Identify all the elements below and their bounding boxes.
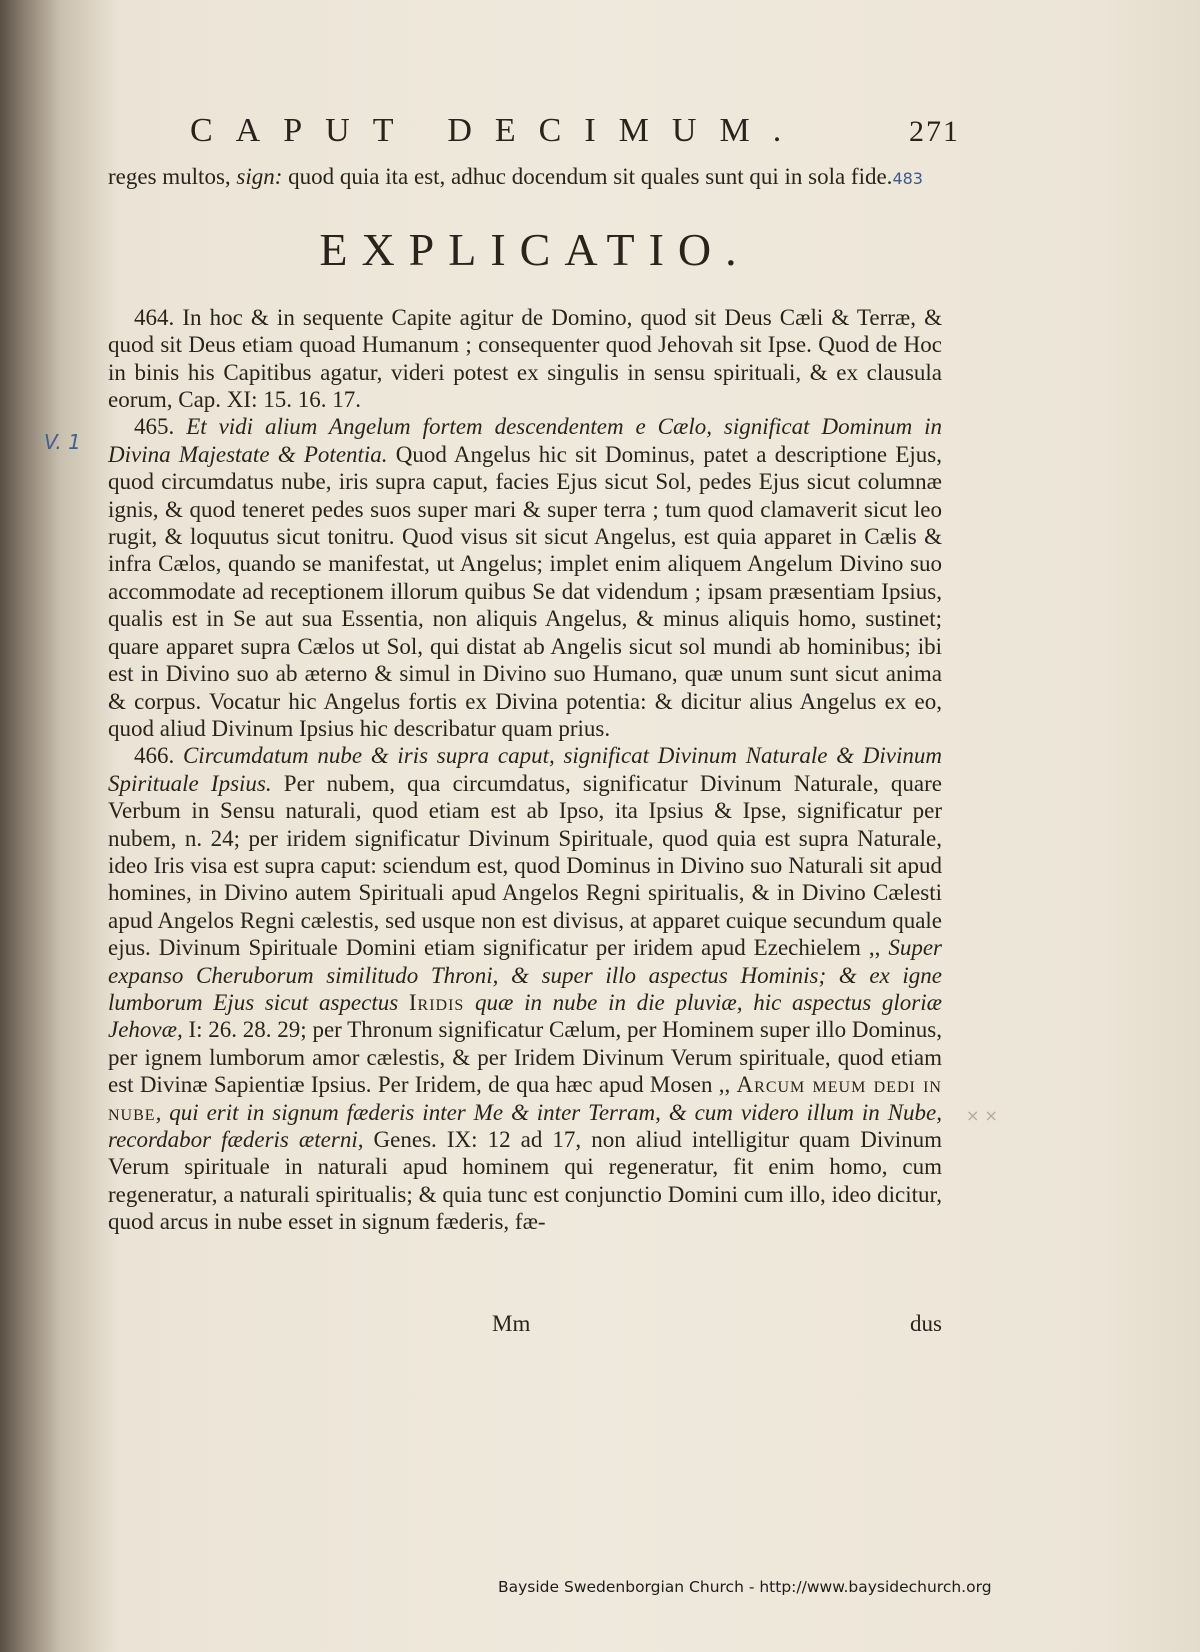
catchword: dus [910,1311,942,1336]
intro-sign: sign: [236,164,283,189]
handwritten-margin-note: V. 1 [44,430,81,454]
quotation-small-caps: Iridis [408,989,465,1015]
paragraph-text: Genes. IX: 12 ad 17, non aliud intelligitur quam Divinum Verum spirituale in naturali apud hominem qui regeneratur, fit enim homo, cum regeneratur, a naturali spiritualis; & quia tunc est conjunctio Domini cum illo, ideo dicitur, quod arcus in nube esset in signum fæderis, fæ- [108,1127,942,1235]
paragraph-italic-lemma: Circumdatum nube & iris supra caput, significat Divinum Naturale & Divinum Spirituale Ipsius. [108,743,943,796]
paragraph-number: 465. [134,414,187,440]
paragraph-number: 466. [134,743,183,769]
handwritten-reference: 483 [892,169,923,188]
paragraph-465 [108,413,942,742]
margin-mark: × × [966,1106,998,1125]
intro-paragraph [108,163,942,192]
page-number: 271 [909,115,960,148]
section-heading: EXPLICATIO. [319,224,751,276]
quotation-small-caps: Arcum meum dedi in nube [108,1072,942,1125]
source-watermark: Bayside Swedenborgian Church - http://www.baysidechurch.org [498,1578,992,1596]
paragraph-text: Per nubem, qua circumdatus, significatur Divinum Naturale, quare Verbum in Sensu naturali, quod etiam est ab Ipso, ita Ipsius & Ipse, significatur per nubem, n. 24; per iridem significatur Divinum Spirituale, quod quia est supra Naturale, ideo Iris visa est supra caput: sciendum est, quod Dominus in Divino suo Naturali sit apud homines, in Divino autem Spirituali apud Angelos Regni spiritualis, & in Divino Cælesti apud Angelos Regni cælestis, sed usque non est divisus, at apparet cuique secundum quale ejus. Divinum Spirituale Domini etiam significatur per iridem apud Ezechielem ,, [108,770,942,961]
paragraph-italic-lemma: Et vidi alium Angelum fortem descendentem e Cælo, significat Dominum in Divina Majestate & Potentia. [108,414,943,467]
quotation-italic: quæ in nube in die pluviæ, hic aspectus gloriæ Jehovæ, [108,989,942,1043]
quotation-italic: Super expanso Cheruborum similitudo Throni, & super illo aspectus Hominis; & ex igne lumborum Ejus sicut aspectus [108,935,942,1015]
intro-text: reges multos, [108,164,237,189]
paragraph-466 [108,742,942,1235]
paragraph-464: 464. In hoc & in sequente Capite agitur de Domino, quod sit Deus Cæli & Terræ, & quod sit Deus etiam quoad Humanum ; consequenter quod Jehovah sit Ipse. Quod de Hoc in binis his Capitibus agatur, videri potest ex singulis in sensu spirituali, & ex clausula eorum, Cap. XI: 15. 16. 17. [108,304,942,413]
page-footer [108,1311,942,1337]
quotation-italic: , qui erit in signum fæderis inter Me & inter Terram, & cum videro illum in Nube, recordabor fæderis æterni, [108,1099,942,1152]
signature-mark: Mm [492,1311,531,1336]
paragraph-text: Quod Angelus hic sit Dominus, patet a descriptione Ejus, quod circumdatus nube, iris supra caput, facies Ejus sicut Sol, pedes Ejus sicut columnæ ignis, & quod teneret pedes suos super mari & super terra ; tum quod clamaverit sicut leo rugit, & loquutus sicut tonitru. Quod visus sit sicut Angelus, est quia apparet in Cælis & infra Cælos, quando se manifestat, ut Angelus; implet enim aliquem Angelum Divino suo accommodate ad receptionem illorum quibus Se dat videndum ; ipsam præsentiam Ipsius, qualis est in Se aut sua Essentia, non aliquis Angelus, & minus aliquis homo, sustinet; quare apparet supra Cælos ut Sol, qui distat ab Angelis sicut sol mundi ab hominibus; ibi est in Divino suo ab æterno & simul in Divino suo Humano, quæ unum sunt sicut anima & corpus. Vocatur hic Angelus fortis ex Divina potentia: & dicitur alius Angelus ex eo, quod aliud Divinum Ipsius hic describatur quam prius. [108,441,942,741]
running-title: CAPUT DECIMUM. [190,112,805,149]
intro-text-b: quod quia ita est, adhuc docendum sit quales sunt qui in sola fide. [282,164,893,189]
body-text [108,163,942,1236]
page-header [190,112,960,150]
paragraph-text: I: 26. 28. 29; per Thronum significatur Cælum, per Hominem super illo Dominus, per ignem lumborum amor cælestis, & per Iridem Divinum Verum spirituale, quod etiam est Divinæ Sapientiæ Ipsius. Per Iridem, de qua hæc apud Mosen ,, [108,1017,942,1098]
